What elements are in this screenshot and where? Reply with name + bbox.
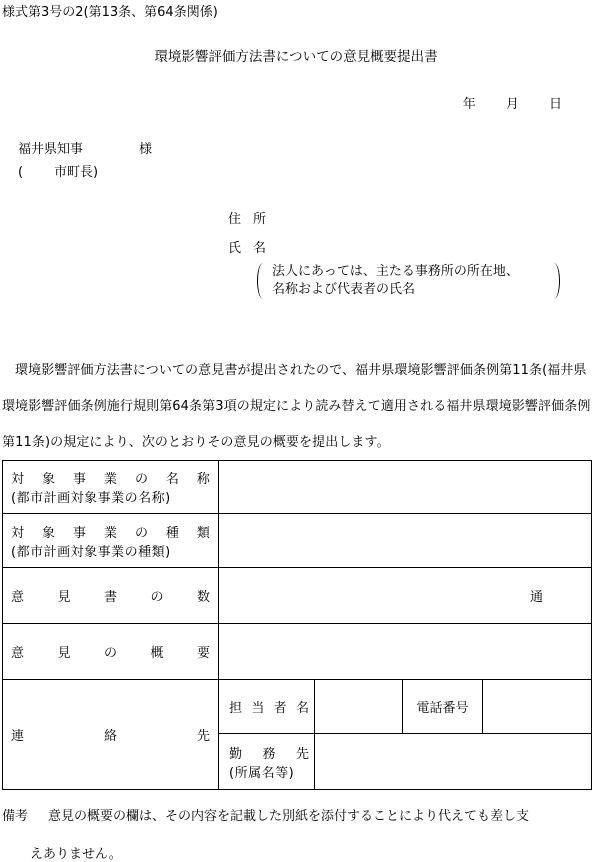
summary-field[interactable]: [219, 624, 592, 680]
table-row-project-name: [3, 461, 592, 514]
project-type-sub: (都市計画対象事業の種類): [11, 544, 171, 560]
project-type-heading: 対 象 事 業 の 種 類: [11, 525, 210, 541]
body-text: 環境影響評価方法書についての意見書が提出されたので、福井県環境影響評価条例第11条(福井県環境影響評価条例施行規則第64条第3項の規定により読み替えて適用される福井県環境影響評価条例第11条)の規定により、次のとおりその意見の概要を提出します。: [2, 363, 591, 450]
person-label: 担 当 者 名: [219, 680, 315, 734]
count-label: 意 見 書 の 数: [3, 568, 219, 624]
contact-label: 連 絡 先: [3, 680, 219, 790]
count-field[interactable]: [219, 568, 592, 624]
name-label: 氏名: [228, 241, 279, 256]
phone-field[interactable]: [483, 680, 592, 734]
address-label: 住所: [228, 212, 279, 227]
remarks-text-continued: えありません。: [30, 847, 122, 862]
governor-label: 福井県知事: [18, 142, 84, 157]
workplace-sub: (所属名等): [229, 765, 295, 781]
project-name-sub: (都市計画対象事業の名称): [11, 491, 171, 506]
remarks-text: 意見の概要の欄は、その内容を記載した別紙を添付することにより代えても差し支: [48, 809, 530, 824]
remarks-label: 備考: [2, 809, 29, 824]
count-unit: 通: [529, 590, 543, 605]
summary-label: 意 見 の 概 要: [3, 624, 219, 680]
date-line: 年 月 日: [462, 97, 562, 112]
project-name-heading: 対 象 事 業 の 名 称: [11, 472, 210, 487]
corporate-note: [257, 263, 560, 299]
table-row-contact-person: [3, 680, 592, 734]
phone-label: 電話番号: [403, 680, 483, 734]
mayor-paren: (: [18, 165, 24, 180]
corporate-note-line1: 法人にあっては、主たる事務所の所在地、: [272, 264, 519, 279]
project-name-field[interactable]: [219, 461, 592, 514]
table-row-summary: [3, 624, 592, 680]
form-number: 様式第3号の2(第13条、第64条関係): [2, 5, 218, 20]
corporate-note-line2: 名称および代表者の氏名: [272, 282, 416, 297]
workplace-label: 勤 務 先 (所属名等): [219, 734, 315, 790]
addressee-governor: [18, 138, 152, 157]
project-type-label: [3, 514, 219, 568]
honorific: 様: [139, 142, 153, 157]
project-name-label: [3, 461, 219, 514]
person-field[interactable]: [315, 680, 403, 734]
mayor-label: 市町長): [54, 165, 99, 180]
workplace-field[interactable]: [315, 734, 592, 790]
document-title: 環境影響評価方法書についての意見概要提出書: [154, 49, 438, 65]
opinion-summary-table: [2, 460, 592, 790]
project-type-field[interactable]: [219, 514, 592, 568]
addressee-mayor: [18, 161, 98, 180]
table-row-count: [3, 568, 592, 624]
table-row-project-type: [3, 514, 592, 568]
